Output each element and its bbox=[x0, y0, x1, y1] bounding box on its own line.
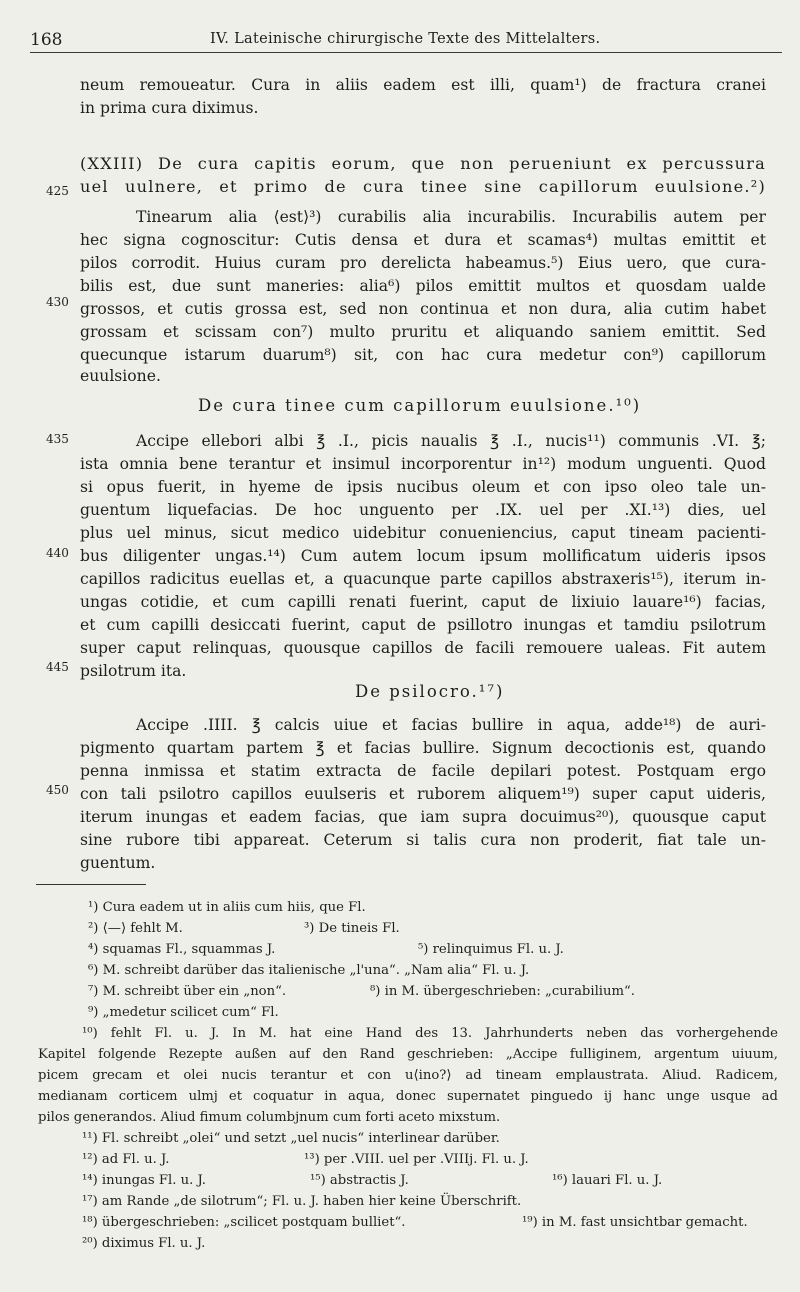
text-line: psilotrum ita. bbox=[80, 662, 187, 680]
footnote-rule bbox=[36, 884, 146, 885]
line-number: 435 bbox=[46, 432, 69, 446]
text-line: Accipe ellebori albi ℥ .I., picis naualis ℥ .I., nucis¹¹) communis .VI. ℥; bbox=[136, 432, 766, 450]
footnote: ¹²) ad Fl. u. J. bbox=[82, 1152, 170, 1167]
text-line: bus diligenter ungas.¹⁴) Cum autem locum ipsum mollificatum uideris ipsos bbox=[80, 547, 766, 565]
text-line: Accipe .IIII. ℥ calcis uiue et facias bullire in aqua, adde¹⁸) de auri- bbox=[136, 716, 766, 734]
line-number: 425 bbox=[46, 184, 69, 198]
text-line: bilis est, due sunt maneries: alia⁶) pilos emittit multos et quosdam ualde bbox=[80, 277, 766, 295]
footnote: ²⁰) diximus Fl. u. J. bbox=[82, 1236, 206, 1251]
line-number: 450 bbox=[46, 783, 69, 797]
footnote: ³) De tineis Fl. bbox=[304, 921, 400, 936]
page-header bbox=[30, 28, 782, 53]
text-line: grossos, et cutis grossa est, sed non continua et non dura, alia cutim habet bbox=[80, 300, 766, 318]
footnote: ⁵) relinquimus Fl. u. J. bbox=[418, 942, 564, 957]
footnote: ⁴) squamas Fl., squammas J. bbox=[88, 942, 276, 957]
text-line: ungas cotidie, et cum capilli renati fuerint, caput de lixiuio lauare¹⁶) facias, bbox=[80, 593, 766, 611]
footnote bbox=[82, 1149, 772, 1170]
section-heading-xxiii-line2: uel uulnere, et primo de cura tinee sine capillorum euulsione.²) bbox=[80, 177, 766, 196]
footnote bbox=[88, 918, 778, 939]
text-line: hec signa cognoscitur: Cutis densa et dura et scamas⁴) multas emittit et bbox=[80, 231, 766, 249]
line-number: 430 bbox=[46, 295, 69, 309]
section-heading-xxiii-line1: (XXIII) De cura capitis eorum, que non perueniunt ex percussura bbox=[80, 154, 766, 173]
text-line: pigmento quartam partem ℥ et facias bullire. Signum decoctionis est, quando bbox=[80, 739, 766, 757]
text-line: iterum inungas et eadem facias, que iam supra docuimus²⁰), quousque caput bbox=[80, 808, 766, 826]
text-line: con tali psilotro capillos euulseris et ruborem aliquem¹⁹) super caput uideris, bbox=[80, 785, 766, 803]
text-line: sine rubore tibi appareat. Ceterum si talis cura non proderit, fiat tale un- bbox=[80, 831, 766, 849]
text-line: si opus fuerit, in hyeme de ipsis nucibus oleum et con ipso oleo tale un- bbox=[80, 478, 766, 496]
footnote: ⁸) in M. übergeschrieben: „curabilium“. bbox=[370, 984, 635, 999]
text-line: pilos corrodit. Huius curam pro derelicta habeamus.⁵) Eius uero, que cura- bbox=[80, 254, 766, 272]
footnote: ¹⁶) lauari Fl. u. J. bbox=[552, 1173, 663, 1188]
page-number: 168 bbox=[30, 30, 63, 50]
footnote: ¹³) per .VIII. uel per .VIIIj. Fl. u. J. bbox=[304, 1152, 529, 1167]
footnote: ¹⁰) fehlt Fl. u. J. In M. hat eine Hand des 13. Jahrhunderts neben das vorhergehende bbox=[82, 1026, 778, 1041]
text-line: Tinearum alia ⟨est⟩³) curabilis alia incurabilis. Incurabilis autem per bbox=[136, 208, 766, 226]
text-line: grossam et scissam con⁷) multo pruritu et aliquando saniem emittit. Sed bbox=[80, 323, 766, 341]
text-line: neum remoueatur. Cura in aliis eadem est illi, quam¹) de fractura cranei bbox=[80, 76, 766, 94]
footnote: picem grecam et olei nucis terantur et con u⟨ino?⟩ ad tineam emplaustrata. Aliud. Radicem, bbox=[38, 1068, 778, 1083]
footnote: Kapitel folgende Rezepte außen auf den Rand geschrieben: „Accipe fulliginem, argentum uiuum, bbox=[38, 1047, 778, 1062]
heading-de-psilocro: De psilocro.¹⁷) bbox=[355, 682, 505, 701]
text-line: guentum liquefacias. De hoc unguento per .IX. uel per .XI.¹³) dies, uel bbox=[80, 501, 766, 519]
footnote: ²) ⟨—⟩ fehlt M. bbox=[88, 921, 183, 936]
text-line: plus uel minus, sicut medico uidebitur conueniencius, caput tineam pacienti- bbox=[80, 524, 766, 542]
footnote: ⁶) M. schreibt darüber das italienische „l'una“. „Nam alia“ Fl. u. J. bbox=[88, 963, 530, 978]
footnote: ⁹) „medetur scilicet cum“ Fl. bbox=[88, 1005, 279, 1020]
footnote: ¹⁸) übergeschrieben: „scilicet postquam bulliet“. bbox=[82, 1215, 406, 1230]
running-title: IV. Lateinische chirurgische Texte des Mittelalters. bbox=[210, 31, 601, 47]
line-number: 440 bbox=[46, 546, 69, 560]
text-line: euulsione. bbox=[80, 367, 161, 385]
text-line: super caput relinquas, quousque capillos de facili remouere ualeas. Fit autem bbox=[80, 639, 766, 657]
footnote: ¹) Cura eadem ut in aliis cum hiis, que Fl. bbox=[88, 900, 366, 915]
footnote: ¹⁷) am Rande „de silotrum“; Fl. u. J. haben hier keine Überschrift. bbox=[82, 1194, 522, 1209]
text-line: in prima cura diximus. bbox=[80, 99, 259, 117]
text-line: quecunque istarum duarum⁸) sit, con hac cura medetur con⁹) capillorum bbox=[80, 346, 766, 364]
footnote: ⁷) M. schreibt über ein „non“. bbox=[88, 984, 287, 999]
text-line: et cum capilli desiccati fuerint, caput de psillotro inungas et tamdiu psilotrum bbox=[80, 616, 766, 634]
footnote: pilos generandos. Aliud fimum columbjnum cum forti aceto mixstum. bbox=[38, 1110, 501, 1125]
footnote: ¹⁹) in M. fast unsichtbar gemacht. bbox=[522, 1215, 748, 1230]
text-line: guentum. bbox=[80, 854, 156, 872]
text-line: capillos radicitus euellas et, a quacunque parte capillos abstraxeris¹⁵), iterum in- bbox=[80, 570, 766, 588]
footnote: ¹⁵) abstractis J. bbox=[310, 1173, 409, 1188]
footnote bbox=[88, 939, 778, 960]
text-line: penna inmissa et statim extracta de facile depilari potest. Postquam ergo bbox=[80, 762, 766, 780]
footnote: medianam corticem ulmj et coquatur in aqua, donec supernatet pinguedo ij hanc unge usque ad bbox=[38, 1089, 778, 1104]
text-line: ista omnia bene terantur et insimul incorporentur in¹²) modum unguenti. Quod bbox=[80, 455, 766, 473]
footnote bbox=[82, 1212, 772, 1233]
line-number: 445 bbox=[46, 660, 69, 674]
footnote bbox=[82, 1170, 772, 1191]
footnote: ¹¹) Fl. schreibt „olei“ und setzt „uel nucis“ interlinear darüber. bbox=[82, 1131, 500, 1146]
footnote bbox=[88, 981, 778, 1002]
heading-de-cura-tinee: De cura tinee cum capillorum euulsione.¹⁰) bbox=[198, 396, 642, 415]
footnote: ¹⁴) inungas Fl. u. J. bbox=[82, 1173, 206, 1188]
